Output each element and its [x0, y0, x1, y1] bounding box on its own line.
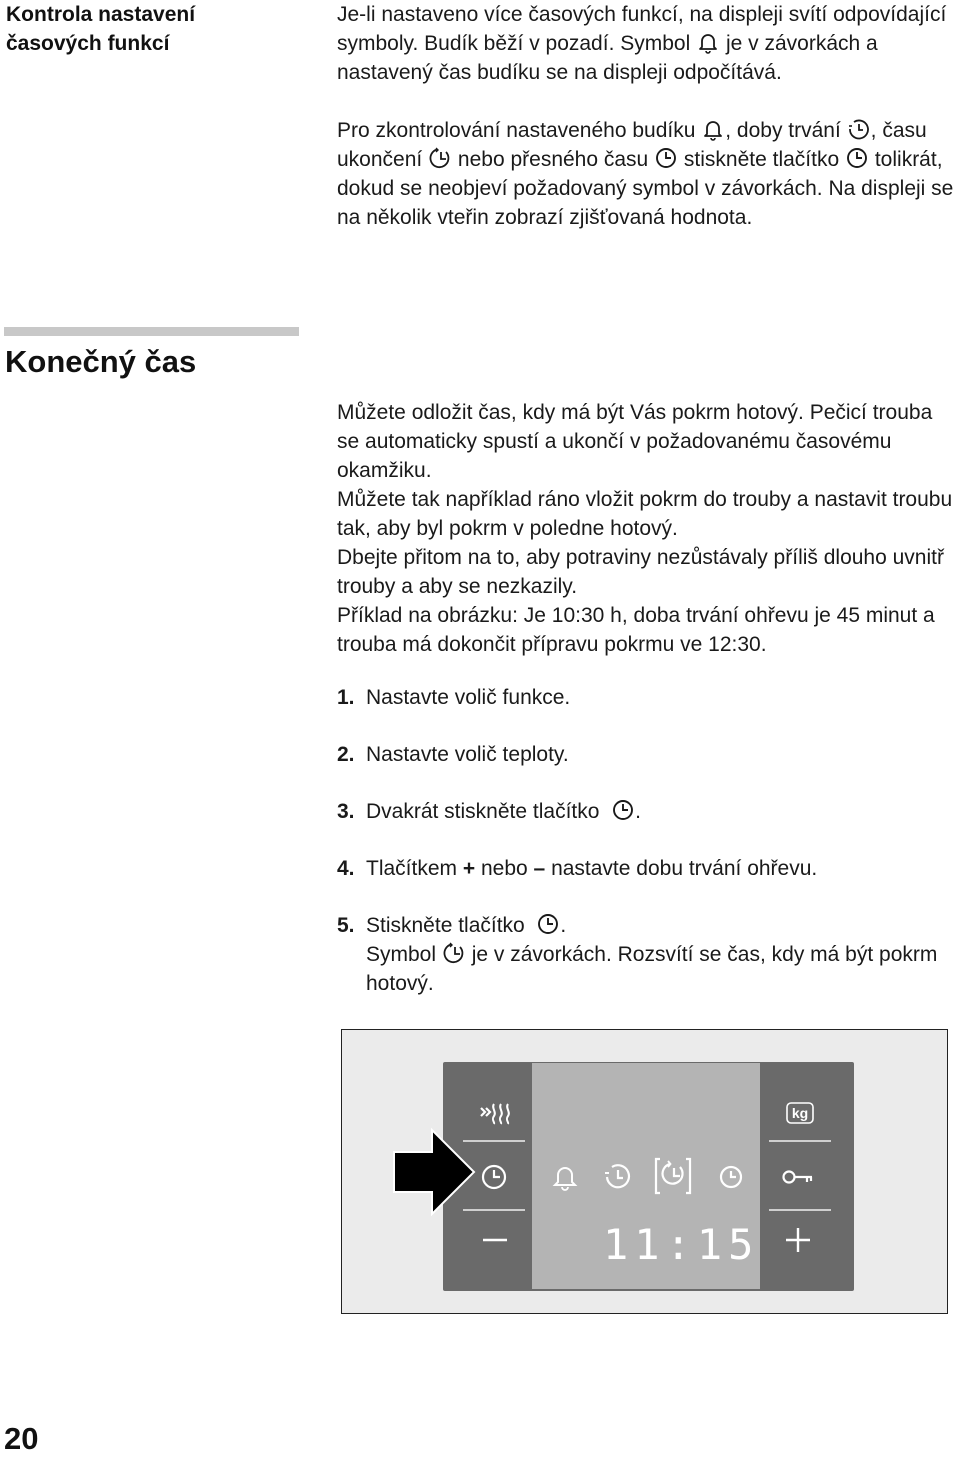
display-time: 11:15	[603, 1220, 760, 1269]
fast-preheat-icon[interactable]	[479, 1100, 515, 1126]
duration-icon	[847, 117, 871, 141]
check-p2-text-c: , času ukončení	[337, 119, 927, 171]
step-text-part: je v závorkách. Rozsvítí se čas, kdy má být pokrm hotový.	[366, 943, 938, 995]
control-panel-figure	[341, 1029, 948, 1314]
minus-symbol: –	[533, 857, 546, 880]
step-number: 5.	[337, 914, 355, 937]
panel-divider	[769, 1209, 831, 1211]
plus-symbol: +	[462, 857, 476, 880]
end-time-section	[337, 398, 960, 659]
step-text-part: nebo	[480, 857, 528, 880]
step-number: 1.	[337, 686, 355, 709]
key-lock-icon[interactable]	[781, 1168, 815, 1186]
step-text: Nastavte volič funkce.	[366, 686, 571, 709]
step-number: 4.	[337, 857, 355, 880]
check-p1-text-a: Je-li nastaveno více časových funkcí, na displeji svítí odpovídající symboly. Budík běží v pozadí. Symbol	[337, 3, 947, 55]
alarm-bell-icon	[696, 30, 720, 54]
step-text-part: .	[635, 800, 641, 823]
clock-icon	[845, 146, 869, 170]
minus-button-icon[interactable]	[481, 1235, 509, 1245]
step-text	[366, 797, 960, 826]
end-time-paragraph: Příklad na obrázku: Je 10:30 h, doba trvání ohřevu je 45 minut a trouba má dokončit přípravu pokrmu ve 12:30.	[337, 604, 935, 656]
check-p2-text-f: tolikrát, dokud se neobjeví požadovaný symbol v závorkách. Na displeji se na několik vteřin zobrazí zjišťovaná hodnota.	[337, 148, 954, 229]
end-time-icon	[442, 941, 466, 965]
step-text-part: .	[560, 914, 567, 937]
step-text-part: Tlačítkem	[366, 857, 458, 880]
check-paragraph-1	[337, 0, 960, 87]
check-p2-text-e: stiskněte tlačítko	[683, 148, 840, 171]
kg-icon[interactable]	[785, 1100, 815, 1126]
clock-icon	[654, 146, 678, 170]
clock-icon	[536, 912, 560, 936]
control-panel	[443, 1062, 854, 1291]
kg-label: kg	[791, 1105, 809, 1121]
step-number: 2.	[337, 743, 355, 766]
check-p2-text-d: nebo přesného času	[457, 148, 649, 171]
section-divider	[4, 327, 299, 336]
check-paragraph-2	[337, 116, 960, 232]
panel-divider	[769, 1140, 831, 1142]
step-text-part: nastavte dobu trvání ohřevu.	[551, 857, 818, 880]
step-text	[366, 911, 960, 998]
clock-button-icon[interactable]	[480, 1163, 508, 1191]
check-section	[337, 0, 960, 232]
sidebar-heading: Kontrola nastavení časových funkcí	[6, 3, 196, 55]
alarm-bell-icon	[551, 1162, 579, 1192]
clock-icon	[611, 798, 635, 822]
step-text-part: Stiskněte tlačítko	[366, 914, 525, 937]
check-p2-text-a: Pro zkontrolování nastaveného budíku	[337, 119, 696, 142]
end-time-paragraph: Můžete tak například ráno vložit pokrm do trouby a nastavit troubu tak, aby byl pokrm v poledne hotový.	[337, 488, 953, 540]
pointer-arrow-icon	[392, 1126, 477, 1218]
end-time-bracketed-icon	[653, 1156, 693, 1196]
check-p2-text-b: , doby trvání	[725, 119, 841, 142]
duration-icon	[603, 1162, 633, 1192]
plus-button-icon[interactable]	[784, 1226, 812, 1254]
step-text: Nastavte volič teploty.	[366, 743, 569, 766]
check-p1-text-b: je v závorkách a nastavený čas budíku se na displeji odpočítává.	[337, 32, 878, 84]
page-number: 20	[4, 1421, 39, 1456]
end-time-icon	[428, 146, 452, 170]
step-text	[366, 854, 960, 883]
alarm-bell-icon	[701, 117, 725, 141]
step-text-part: Symbol	[366, 943, 437, 966]
clock-icon	[717, 1163, 745, 1191]
end-time-paragraph: Můžete odložit čas, kdy má být Vás pokrm hotový. Pečicí trouba se automaticky spustí a ukončí v požadovanému časovému okamžiku.	[337, 401, 933, 482]
step-text-part: Dvakrát stiskněte tlačítko	[366, 800, 600, 823]
step-number: 3.	[337, 800, 355, 823]
section-title: Konečný čas	[5, 344, 197, 379]
end-time-paragraph: Dbejte přitom na to, aby potraviny nezůstávaly příliš dlouho uvnitř trouby a aby se nezkazily.	[337, 546, 944, 598]
